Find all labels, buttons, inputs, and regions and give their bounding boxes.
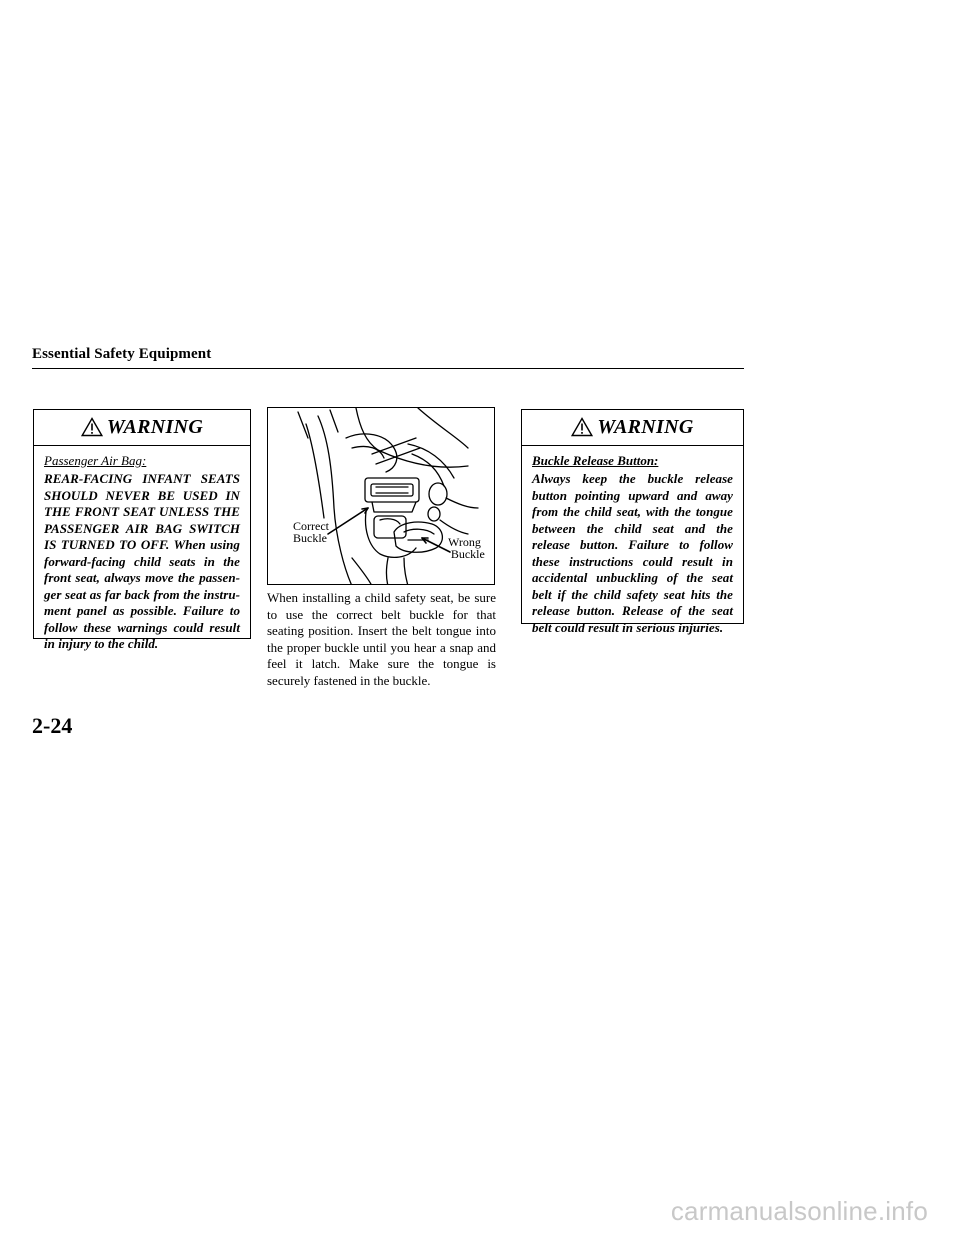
warning-subheading: Buckle Release Button: bbox=[532, 453, 659, 468]
body-paragraph: When installing a child safety seat, be sure to use the correct belt buckle for that seating position. Insert the belt tongue into the proper buckle until you hear a snap and feel it latch. Make sure the tongue is securely fastened in the buckle. bbox=[267, 590, 496, 688]
label-correct-line2: Buckle bbox=[293, 531, 327, 545]
label-wrong-line1: Wrong bbox=[448, 535, 481, 549]
label-wrong-buckle bbox=[448, 536, 485, 560]
watermark: carmanualsonline.info bbox=[670, 1196, 928, 1226]
warning-subheading: Passenger Air Bag: bbox=[44, 453, 147, 468]
warning-triangle-icon bbox=[81, 417, 103, 437]
warning-header bbox=[522, 410, 743, 446]
label-correct-buckle bbox=[293, 520, 329, 544]
header-rule bbox=[32, 368, 744, 369]
label-wrong-line2: Buckle bbox=[450, 547, 485, 561]
warning-body bbox=[34, 446, 250, 661]
warning-box-buckle-release bbox=[521, 409, 744, 635]
section-title: Essential Safety Equipment bbox=[32, 346, 212, 362]
warning-title: WARNING bbox=[106, 416, 204, 438]
page-number: 2-24 bbox=[32, 713, 73, 738]
warning-body bbox=[522, 446, 743, 644]
warning-title: WARNING bbox=[597, 416, 694, 438]
warning-header bbox=[34, 410, 250, 446]
warning-box-air-bag bbox=[33, 409, 251, 651]
warning-triangle-icon bbox=[571, 417, 593, 437]
buckle-illustration bbox=[267, 407, 495, 585]
warning-text: REAR-FACING INFANT SEATS SHOULD NEVER BE USED IN THE FRONT SEAT UNLESS THE PASSENGER AIR BAG SWITCH IS TURNED TO OFF. When using forward-facing child seats in the front seat, always move the passen-ger seat as far back from the instru-ment panel as possible. Failure to follow these warnings could result in injury to the child. bbox=[44, 471, 240, 651]
label-correct-line1: Correct bbox=[293, 519, 329, 533]
warning-text: Always keep the buckle release button pointing upward and away from the child seat, with the tongue between the child seat and the release button. Failure to follow these instructions could result in accidental unbuckling of the seat belt if the child safety seat hits the release button. Release of the seat belt could result in serious injuries. bbox=[532, 471, 733, 635]
